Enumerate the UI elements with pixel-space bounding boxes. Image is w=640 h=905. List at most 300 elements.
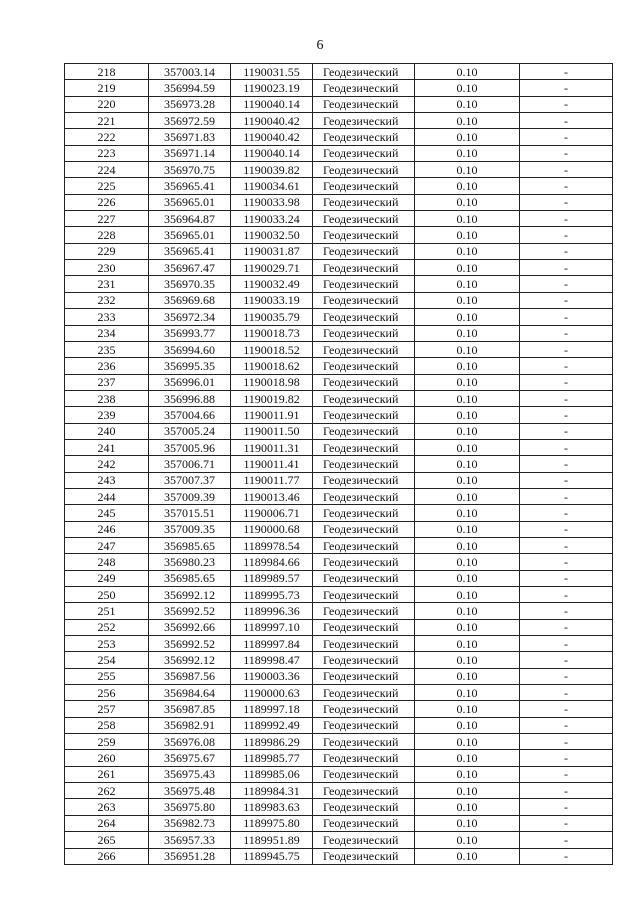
cell-note: - [520, 407, 613, 423]
cell-coord-x: 357006.71 [149, 456, 231, 472]
cell-point-number: 260 [65, 750, 149, 766]
cell-accuracy: 0.10 [415, 668, 520, 684]
cell-note: - [520, 96, 613, 112]
cell-coord-x: 356965.01 [149, 227, 231, 243]
cell-note: - [520, 178, 613, 194]
cell-accuracy: 0.10 [415, 570, 520, 586]
coordinates-table [64, 63, 613, 865]
cell-point-number: 264 [65, 815, 149, 831]
cell-method: Геодезический [313, 341, 415, 357]
cell-coord-y: 1190040.42 [231, 113, 313, 129]
cell-coord-x: 356996.01 [149, 374, 231, 390]
cell-note: - [520, 815, 613, 831]
cell-coord-x: 356985.65 [149, 537, 231, 553]
cell-note: - [520, 488, 613, 504]
cell-point-number: 228 [65, 227, 149, 243]
cell-note: - [520, 243, 613, 259]
cell-point-number: 266 [65, 848, 149, 864]
table-row [65, 488, 613, 504]
cell-point-number: 220 [65, 96, 149, 112]
cell-note: - [520, 423, 613, 439]
cell-method: Геодезический [313, 570, 415, 586]
cell-coord-y: 1190018.62 [231, 358, 313, 374]
cell-accuracy: 0.10 [415, 832, 520, 848]
cell-coord-x: 356969.68 [149, 292, 231, 308]
cell-coord-x: 357007.37 [149, 472, 231, 488]
cell-coord-y: 1190011.31 [231, 439, 313, 455]
cell-point-number: 261 [65, 766, 149, 782]
cell-method: Геодезический [313, 603, 415, 619]
cell-coord-y: 1190033.24 [231, 211, 313, 227]
cell-coord-y: 1190039.82 [231, 162, 313, 178]
cell-note: - [520, 521, 613, 537]
cell-coord-x: 356992.52 [149, 603, 231, 619]
cell-point-number: 234 [65, 325, 149, 341]
cell-note: - [520, 358, 613, 374]
cell-accuracy: 0.10 [415, 96, 520, 112]
cell-point-number: 222 [65, 129, 149, 145]
cell-note: - [520, 80, 613, 96]
cell-method: Геодезический [313, 537, 415, 553]
cell-coord-x: 356985.65 [149, 570, 231, 586]
cell-note: - [520, 734, 613, 750]
cell-coord-x: 356951.28 [149, 848, 231, 864]
cell-accuracy: 0.10 [415, 227, 520, 243]
cell-method: Геодезический [313, 113, 415, 129]
cell-method: Геодезический [313, 145, 415, 161]
cell-coord-x: 356975.67 [149, 750, 231, 766]
cell-accuracy: 0.10 [415, 815, 520, 831]
table-row [65, 64, 613, 80]
cell-note: - [520, 701, 613, 717]
cell-note: - [520, 439, 613, 455]
cell-coord-y: 1189985.06 [231, 766, 313, 782]
cell-accuracy: 0.10 [415, 113, 520, 129]
cell-coord-x: 356994.60 [149, 341, 231, 357]
cell-method: Геодезический [313, 80, 415, 96]
cell-note: - [520, 668, 613, 684]
cell-accuracy: 0.10 [415, 64, 520, 80]
table-row [65, 341, 613, 357]
cell-note: - [520, 456, 613, 472]
cell-accuracy: 0.10 [415, 619, 520, 635]
table-row [65, 390, 613, 406]
cell-coord-y: 1189951.89 [231, 832, 313, 848]
cell-method: Геодезический [313, 358, 415, 374]
cell-accuracy: 0.10 [415, 783, 520, 799]
cell-accuracy: 0.10 [415, 456, 520, 472]
cell-method: Геодезический [313, 815, 415, 831]
cell-method: Геодезический [313, 423, 415, 439]
cell-note: - [520, 292, 613, 308]
table-row [65, 848, 613, 864]
table-row [65, 96, 613, 112]
cell-note: - [520, 619, 613, 635]
cell-coord-y: 1190011.91 [231, 407, 313, 423]
cell-method: Геодезический [313, 505, 415, 521]
cell-coord-y: 1189992.49 [231, 717, 313, 733]
cell-point-number: 226 [65, 194, 149, 210]
cell-point-number: 247 [65, 537, 149, 553]
cell-coord-x: 356971.14 [149, 145, 231, 161]
cell-method: Геодезический [313, 439, 415, 455]
cell-accuracy: 0.10 [415, 374, 520, 390]
cell-coord-y: 1190031.55 [231, 64, 313, 80]
cell-point-number: 238 [65, 390, 149, 406]
cell-coord-y: 1189975.80 [231, 815, 313, 831]
cell-note: - [520, 472, 613, 488]
cell-coord-x: 357003.14 [149, 64, 231, 80]
cell-coord-x: 356972.59 [149, 113, 231, 129]
cell-note: - [520, 783, 613, 799]
table-row [65, 211, 613, 227]
cell-accuracy: 0.10 [415, 537, 520, 553]
table-row [65, 750, 613, 766]
cell-note: - [520, 652, 613, 668]
table-row [65, 472, 613, 488]
cell-coord-y: 1189978.54 [231, 537, 313, 553]
page-number: 6 [316, 38, 324, 53]
cell-coord-y: 1190000.68 [231, 521, 313, 537]
cell-accuracy: 0.10 [415, 734, 520, 750]
table-row [65, 554, 613, 570]
cell-coord-x: 356965.01 [149, 194, 231, 210]
cell-accuracy: 0.10 [415, 292, 520, 308]
cell-method: Геодезический [313, 799, 415, 815]
cell-coord-x: 356975.43 [149, 766, 231, 782]
cell-coord-x: 356971.83 [149, 129, 231, 145]
cell-method: Геодезический [313, 227, 415, 243]
table-row [65, 505, 613, 521]
cell-method: Геодезический [313, 488, 415, 504]
cell-accuracy: 0.10 [415, 717, 520, 733]
cell-coord-y: 1190040.42 [231, 129, 313, 145]
cell-method: Геодезический [313, 750, 415, 766]
cell-note: - [520, 390, 613, 406]
cell-method: Геодезический [313, 456, 415, 472]
cell-coord-y: 1190029.71 [231, 260, 313, 276]
table-row [65, 832, 613, 848]
cell-point-number: 236 [65, 358, 149, 374]
cell-coord-y: 1190019.82 [231, 390, 313, 406]
table-row [65, 636, 613, 652]
cell-method: Геодезический [313, 848, 415, 864]
cell-point-number: 230 [65, 260, 149, 276]
cell-note: - [520, 64, 613, 80]
cell-coord-y: 1190033.98 [231, 194, 313, 210]
cell-accuracy: 0.10 [415, 407, 520, 423]
cell-note: - [520, 587, 613, 603]
cell-note: - [520, 766, 613, 782]
cell-point-number: 263 [65, 799, 149, 815]
cell-note: - [520, 341, 613, 357]
table-row [65, 570, 613, 586]
cell-coord-y: 1189985.77 [231, 750, 313, 766]
cell-coord-y: 1190023.19 [231, 80, 313, 96]
cell-accuracy: 0.10 [415, 358, 520, 374]
cell-point-number: 258 [65, 717, 149, 733]
table-row [65, 243, 613, 259]
cell-accuracy: 0.10 [415, 80, 520, 96]
cell-point-number: 265 [65, 832, 149, 848]
cell-coord-x: 357015.51 [149, 505, 231, 521]
coordinates-table-body [65, 64, 613, 865]
table-row [65, 766, 613, 782]
cell-point-number: 257 [65, 701, 149, 717]
cell-coord-x: 357005.24 [149, 423, 231, 439]
cell-accuracy: 0.10 [415, 309, 520, 325]
cell-note: - [520, 325, 613, 341]
table-row [65, 260, 613, 276]
cell-coord-x: 356965.41 [149, 178, 231, 194]
cell-coord-x: 356987.85 [149, 701, 231, 717]
cell-note: - [520, 799, 613, 815]
cell-coord-y: 1189995.73 [231, 587, 313, 603]
cell-note: - [520, 276, 613, 292]
table-row [65, 407, 613, 423]
cell-coord-x: 356957.33 [149, 832, 231, 848]
cell-method: Геодезический [313, 211, 415, 227]
cell-method: Геодезический [313, 243, 415, 259]
cell-note: - [520, 832, 613, 848]
cell-method: Геодезический [313, 636, 415, 652]
table-row [65, 456, 613, 472]
cell-point-number: 245 [65, 505, 149, 521]
table-row [65, 587, 613, 603]
cell-coord-x: 357009.35 [149, 521, 231, 537]
cell-point-number: 219 [65, 80, 149, 96]
table-row [65, 619, 613, 635]
cell-coord-y: 1189984.66 [231, 554, 313, 570]
cell-method: Геодезический [313, 407, 415, 423]
cell-accuracy: 0.10 [415, 162, 520, 178]
cell-method: Геодезический [313, 554, 415, 570]
table-row [65, 113, 613, 129]
cell-note: - [520, 113, 613, 129]
cell-point-number: 237 [65, 374, 149, 390]
cell-method: Геодезический [313, 374, 415, 390]
table-row [65, 815, 613, 831]
cell-note: - [520, 162, 613, 178]
cell-coord-y: 1189997.18 [231, 701, 313, 717]
cell-method: Геодезический [313, 521, 415, 537]
cell-method: Геодезический [313, 309, 415, 325]
cell-coord-y: 1189983.63 [231, 799, 313, 815]
cell-point-number: 248 [65, 554, 149, 570]
cell-coord-x: 356965.41 [149, 243, 231, 259]
cell-method: Геодезический [313, 766, 415, 782]
cell-accuracy: 0.10 [415, 325, 520, 341]
cell-coord-x: 356980.23 [149, 554, 231, 570]
cell-point-number: 224 [65, 162, 149, 178]
cell-coord-x: 356973.28 [149, 96, 231, 112]
cell-point-number: 235 [65, 341, 149, 357]
cell-point-number: 256 [65, 685, 149, 701]
cell-coord-y: 1190032.49 [231, 276, 313, 292]
table-row [65, 783, 613, 799]
cell-method: Геодезический [313, 276, 415, 292]
cell-point-number: 250 [65, 587, 149, 603]
cell-method: Геодезический [313, 652, 415, 668]
cell-point-number: 229 [65, 243, 149, 259]
cell-accuracy: 0.10 [415, 636, 520, 652]
cell-accuracy: 0.10 [415, 652, 520, 668]
cell-note: - [520, 129, 613, 145]
cell-coord-y: 1190018.98 [231, 374, 313, 390]
cell-coord-x: 356992.12 [149, 652, 231, 668]
cell-accuracy: 0.10 [415, 848, 520, 864]
cell-point-number: 240 [65, 423, 149, 439]
cell-coord-y: 1190003.36 [231, 668, 313, 684]
cell-note: - [520, 374, 613, 390]
cell-coord-x: 356993.77 [149, 325, 231, 341]
cell-coord-y: 1190013.46 [231, 488, 313, 504]
cell-point-number: 244 [65, 488, 149, 504]
table-row [65, 292, 613, 308]
cell-accuracy: 0.10 [415, 701, 520, 717]
cell-coord-y: 1190006.71 [231, 505, 313, 521]
cell-coord-y: 1190011.50 [231, 423, 313, 439]
cell-coord-y: 1189984.31 [231, 783, 313, 799]
cell-point-number: 218 [65, 64, 149, 80]
cell-coord-x: 357004.66 [149, 407, 231, 423]
cell-accuracy: 0.10 [415, 799, 520, 815]
cell-point-number: 227 [65, 211, 149, 227]
cell-accuracy: 0.10 [415, 243, 520, 259]
cell-method: Геодезический [313, 64, 415, 80]
cell-method: Геодезический [313, 162, 415, 178]
cell-accuracy: 0.10 [415, 587, 520, 603]
cell-method: Геодезический [313, 325, 415, 341]
table-row [65, 178, 613, 194]
cell-accuracy: 0.10 [415, 178, 520, 194]
cell-method: Геодезический [313, 783, 415, 799]
cell-accuracy: 0.10 [415, 276, 520, 292]
cell-point-number: 233 [65, 309, 149, 325]
cell-point-number: 225 [65, 178, 149, 194]
cell-accuracy: 0.10 [415, 488, 520, 504]
cell-coord-y: 1190011.41 [231, 456, 313, 472]
cell-point-number: 252 [65, 619, 149, 635]
cell-point-number: 262 [65, 783, 149, 799]
cell-method: Геодезический [313, 587, 415, 603]
cell-accuracy: 0.10 [415, 505, 520, 521]
table-row [65, 652, 613, 668]
cell-method: Геодезический [313, 472, 415, 488]
cell-accuracy: 0.10 [415, 423, 520, 439]
table-row [65, 668, 613, 684]
cell-method: Геодезический [313, 292, 415, 308]
cell-point-number: 251 [65, 603, 149, 619]
table-row [65, 603, 613, 619]
table-row [65, 309, 613, 325]
cell-coord-x: 356994.59 [149, 80, 231, 96]
cell-coord-x: 356987.56 [149, 668, 231, 684]
cell-method: Геодезический [313, 701, 415, 717]
cell-method: Геодезический [313, 734, 415, 750]
table-row [65, 701, 613, 717]
cell-coord-y: 1190040.14 [231, 96, 313, 112]
cell-coord-y: 1190035.79 [231, 309, 313, 325]
cell-note: - [520, 309, 613, 325]
cell-coord-x: 356967.47 [149, 260, 231, 276]
cell-coord-x: 356975.80 [149, 799, 231, 815]
cell-note: - [520, 603, 613, 619]
cell-note: - [520, 194, 613, 210]
cell-point-number: 241 [65, 439, 149, 455]
cell-coord-x: 356972.34 [149, 309, 231, 325]
cell-coord-y: 1190033.19 [231, 292, 313, 308]
cell-method: Геодезический [313, 96, 415, 112]
cell-coord-x: 356995.35 [149, 358, 231, 374]
cell-method: Геодезический [313, 668, 415, 684]
cell-coord-y: 1190031.87 [231, 243, 313, 259]
cell-method: Геодезический [313, 178, 415, 194]
cell-accuracy: 0.10 [415, 390, 520, 406]
cell-coord-y: 1189997.10 [231, 619, 313, 635]
cell-note: - [520, 570, 613, 586]
cell-accuracy: 0.10 [415, 521, 520, 537]
cell-accuracy: 0.10 [415, 439, 520, 455]
table-row [65, 276, 613, 292]
cell-accuracy: 0.10 [415, 603, 520, 619]
cell-coord-y: 1189986.29 [231, 734, 313, 750]
cell-point-number: 249 [65, 570, 149, 586]
cell-method: Геодезический [313, 717, 415, 733]
cell-coord-y: 1189996.36 [231, 603, 313, 619]
cell-coord-x: 356970.75 [149, 162, 231, 178]
cell-point-number: 259 [65, 734, 149, 750]
cell-accuracy: 0.10 [415, 145, 520, 161]
cell-coord-y: 1189998.47 [231, 652, 313, 668]
cell-accuracy: 0.10 [415, 260, 520, 276]
table-row [65, 80, 613, 96]
table-row [65, 129, 613, 145]
cell-point-number: 221 [65, 113, 149, 129]
cell-note: - [520, 636, 613, 652]
table-row [65, 521, 613, 537]
cell-accuracy: 0.10 [415, 472, 520, 488]
table-row [65, 734, 613, 750]
cell-coord-x: 357009.39 [149, 488, 231, 504]
cell-accuracy: 0.10 [415, 554, 520, 570]
cell-note: - [520, 750, 613, 766]
cell-note: - [520, 505, 613, 521]
cell-note: - [520, 145, 613, 161]
cell-coord-x: 356996.88 [149, 390, 231, 406]
cell-point-number: 243 [65, 472, 149, 488]
table-row [65, 717, 613, 733]
table-row [65, 685, 613, 701]
cell-accuracy: 0.10 [415, 750, 520, 766]
cell-coord-x: 356984.64 [149, 685, 231, 701]
cell-note: - [520, 848, 613, 864]
cell-coord-x: 356992.52 [149, 636, 231, 652]
cell-accuracy: 0.10 [415, 194, 520, 210]
table-row [65, 799, 613, 815]
cell-coord-x: 356992.12 [149, 587, 231, 603]
cell-method: Геодезический [313, 619, 415, 635]
cell-method: Геодезический [313, 832, 415, 848]
cell-note: - [520, 685, 613, 701]
table-row [65, 439, 613, 455]
cell-coord-y: 1190011.77 [231, 472, 313, 488]
cell-coord-x: 356982.73 [149, 815, 231, 831]
cell-coord-y: 1189945.75 [231, 848, 313, 864]
cell-coord-y: 1190034.61 [231, 178, 313, 194]
cell-point-number: 223 [65, 145, 149, 161]
cell-coord-x: 356982.91 [149, 717, 231, 733]
